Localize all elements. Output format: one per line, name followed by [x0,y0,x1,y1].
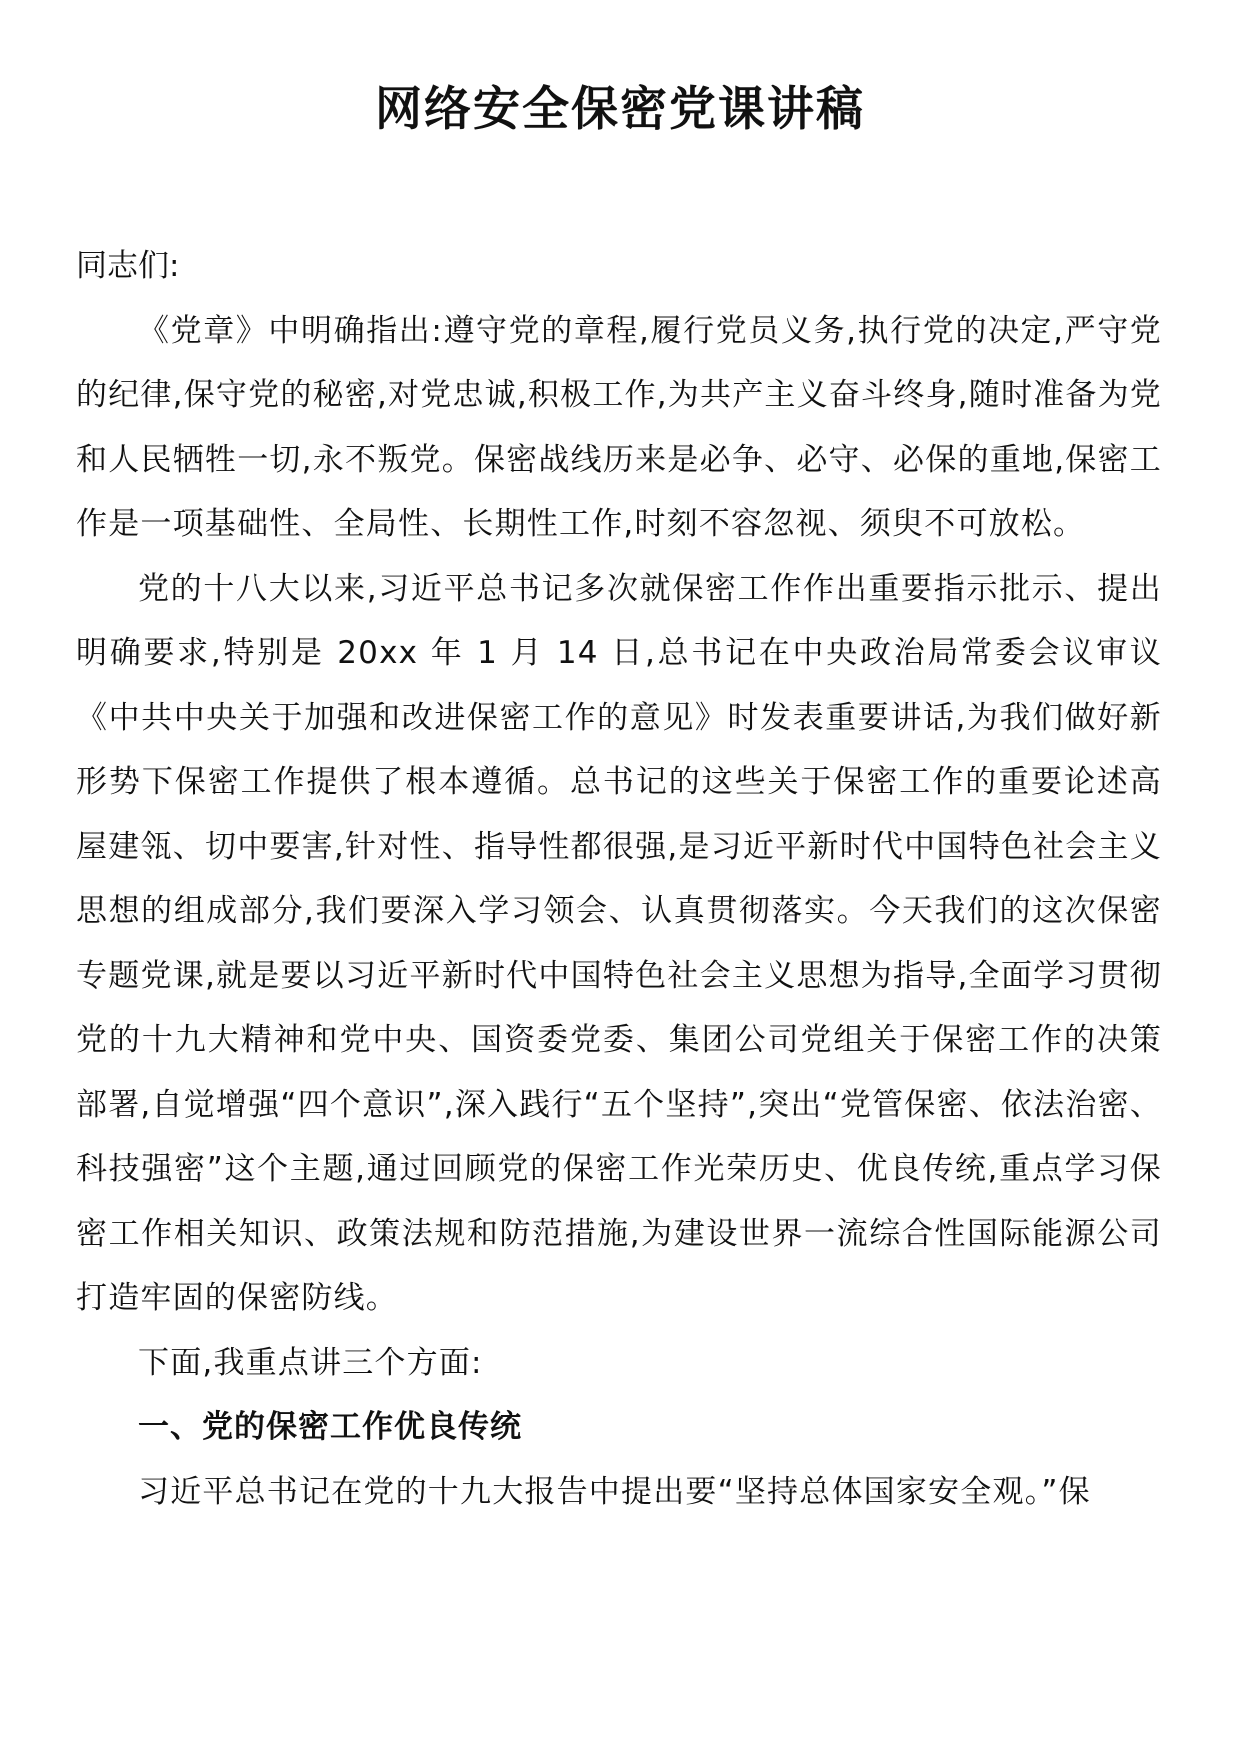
section-1-paragraph: 习近平总书记在党的十九大报告中提出要“坚持总体国家安全观。”保 [138,1473,1091,1510]
paragraph-party-constitution: 《党章》中明确指出:遵守党的章程,履行党员义务,执行党的决定,严守党的纪律,保守党的秘密,对党忠诚,积极工作,为共产主义奋斗终身,随时准备为党和人民牺牲一切,永不叛党。保密战线历来是必争、必守、必保的重地,保密工作是一项基础性、全局性、长期性工作,时刻不容忽视、须臾不可放松。 [76,312,1162,542]
paragraph-eighteenth-congress: 党的十八大以来,习近平总书记多次就保密工作作出重要指示批示、提出明确要求,特别是 20xx 年 1 月 14 日,总书记在中央政治局常委会议审议《中共中央关于加强和改进保密工作的意见》时发表重要讲话,为我们做好新形势下保密工作提供了根本遵循。总书记的这些关于保密工作的重要论述高屋建瓴、切中要害,针对性、指导性都很强,是习近平新时代中国特色社会主义思想的组成部分,我们要深入学习领会、认真贯彻落实。今天我们的这次保密专题党课,就是要以习近平新时代中国特色社会主义思想为指导,全面学习贯彻党的十九大精神和党中央、国资委党委、集团公司党组关于保密工作的决策部署,自觉增强“四个意识”,深入践行“五个坚持”,突出“党管保密、依法治密、科技强密”这个主题,通过回顾党的保密工作光荣历史、优良传统,重点学习保密工作相关知识、政策法规和防范措施,为建设世界一流综合性国际能源公司打造牢固的保密防线。 [76,570,1162,1316]
salutation: 同志们: [76,248,180,284]
section-heading-1: 一、党的保密工作优良传统 [138,1409,522,1445]
document-title: 网络安全保密党课讲稿 [375,82,865,137]
document-body [76,234,1162,1524]
paragraph-outline-intro: 下面,我重点讲三个方面: [138,1344,483,1381]
